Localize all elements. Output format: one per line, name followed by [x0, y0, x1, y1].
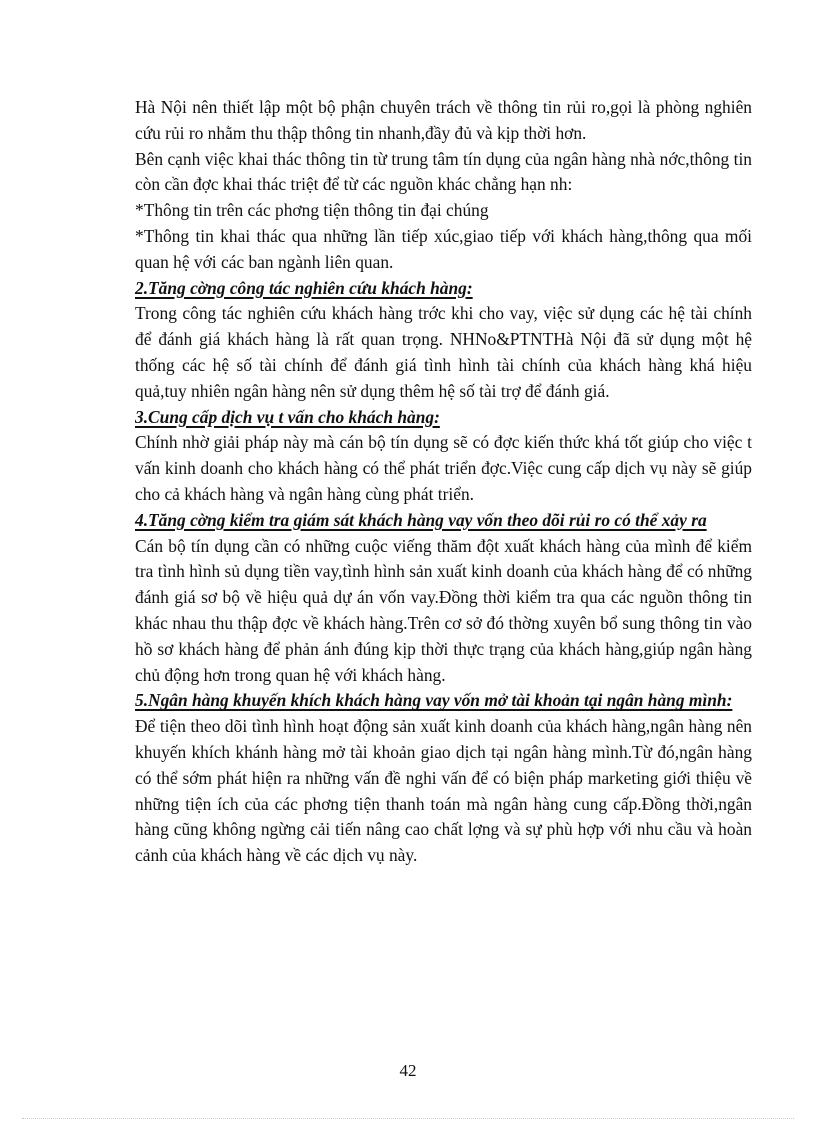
paragraph-account-opening: Để tiện theo dõi tình hình hoạt động sản xuất kinh doanh của khách hàng,ngân hàng nên khuyến khích khánh hàng mở tài khoản giao dịch tại ngân hàng mình.Từ đó,ngân hàng có thể sớm phát hiện ra những vấn đề nghi vấn để có biện pháp marketing giới thiệu về những tiện ích của các phơng tiện thanh toán mà ngân hàng cung cấp.Đồng thời,ngân hàng cũng không ngừng cải tiến nâng cao chất lợng và sự phù hợp với nhu cầu và hoàn cảnh của khách hàng về các dịch vụ này.: [135, 716, 752, 866]
paragraph-monitoring: Cán bộ tín dụng cần có những cuộc viếng thăm đột xuất khách hàng của mình để kiểm tra tình hình sủ dụng tiền vay,tình hình sản xuất kinh doanh của khách hàng để có những đánh giá sơ bộ về hiệu quả dự án vốn vay.Đồng thời kiểm tra qua các nguồn thông tin khác nhau thu thập đợc về khách hàng.Trên cơ sở đó thờng xuyên bổ sung thông tin vào hồ sơ khách hàng để phản ánh đúng kịp thời thực trạng của khách hàng,giúp ngân hàng chủ động hơn trong quan hệ với khách hàng.: [135, 535, 752, 685]
section-heading-3: 3.Cung cấp dịch vụ t vấn cho khách hàng:: [135, 406, 440, 427]
paragraph-risk-department: Hà Nội nên thiết lập một bộ phận chuyên trách về thông tin rủi ro,gọi là phòng nghiên cứu rủi ro nhằm thu thập thông tin nhanh,đầy đủ và kịp thời hơn.: [135, 97, 752, 143]
section-heading-5: 5.Ngân hàng khuyến khích khách hàng vay vốn mở tài khoản tại ngân hàng mình:: [135, 690, 733, 711]
bullet-mass-media: *Thông tin trên các phơng tiện thông tin đại chúng: [135, 200, 489, 221]
paragraph-customer-research: Trong công tác nghiên cứu khách hàng trớc khi cho vay, việc sử dụng các hệ tài chính để đánh giá khách hàng là rất quan trọng. NHNo&PTNTHà Nội đã sử dụng một hệ thống các hệ số tài chính để đánh giá tình hình tài chính của khách hàng khá hiệu quả,tuy nhiên ngân hàng nên sử dụng thêm hệ số tài trợ để đánh giá.: [135, 303, 752, 401]
bullet-customer-contact: *Thông tin khai thác qua những lần tiếp xúc,giao tiếp với khách hàng,thông qua mối quan hệ với các ban ngành liên quan.: [135, 225, 752, 272]
document-body: [135, 95, 752, 869]
page-bottom-divider: [22, 1118, 794, 1119]
section-heading-2: 2.Tăng cờng công tác nghiên cứu khách hàng:: [135, 277, 473, 298]
paragraph-information-sources: Bên cạnh việc khai thác thông tin từ trung tâm tín dụng của ngân hàng nhà nớc,thông tin còn cần đợc khai thác triệt để từ các nguồn khác chẳng hạn nh:: [135, 148, 752, 195]
page-number: 42: [399, 1061, 417, 1080]
paragraph-consulting-service: Chính nhờ giải pháp này mà cán bộ tín dụng sẽ có đợc kiến thức khá tốt giúp cho việc t vấn kinh doanh cho khách hàng có thể phát triển đợc.Việc cung cấp dịch vụ này sẽ giúp cho cả khách hàng và ngân hàng cùng phát triển.: [135, 432, 752, 504]
section-heading-4: 4.Tăng cờng kiểm tra giám sát khách hàng vay vốn theo dõi rủi ro có thể xảy ra: [135, 509, 707, 530]
